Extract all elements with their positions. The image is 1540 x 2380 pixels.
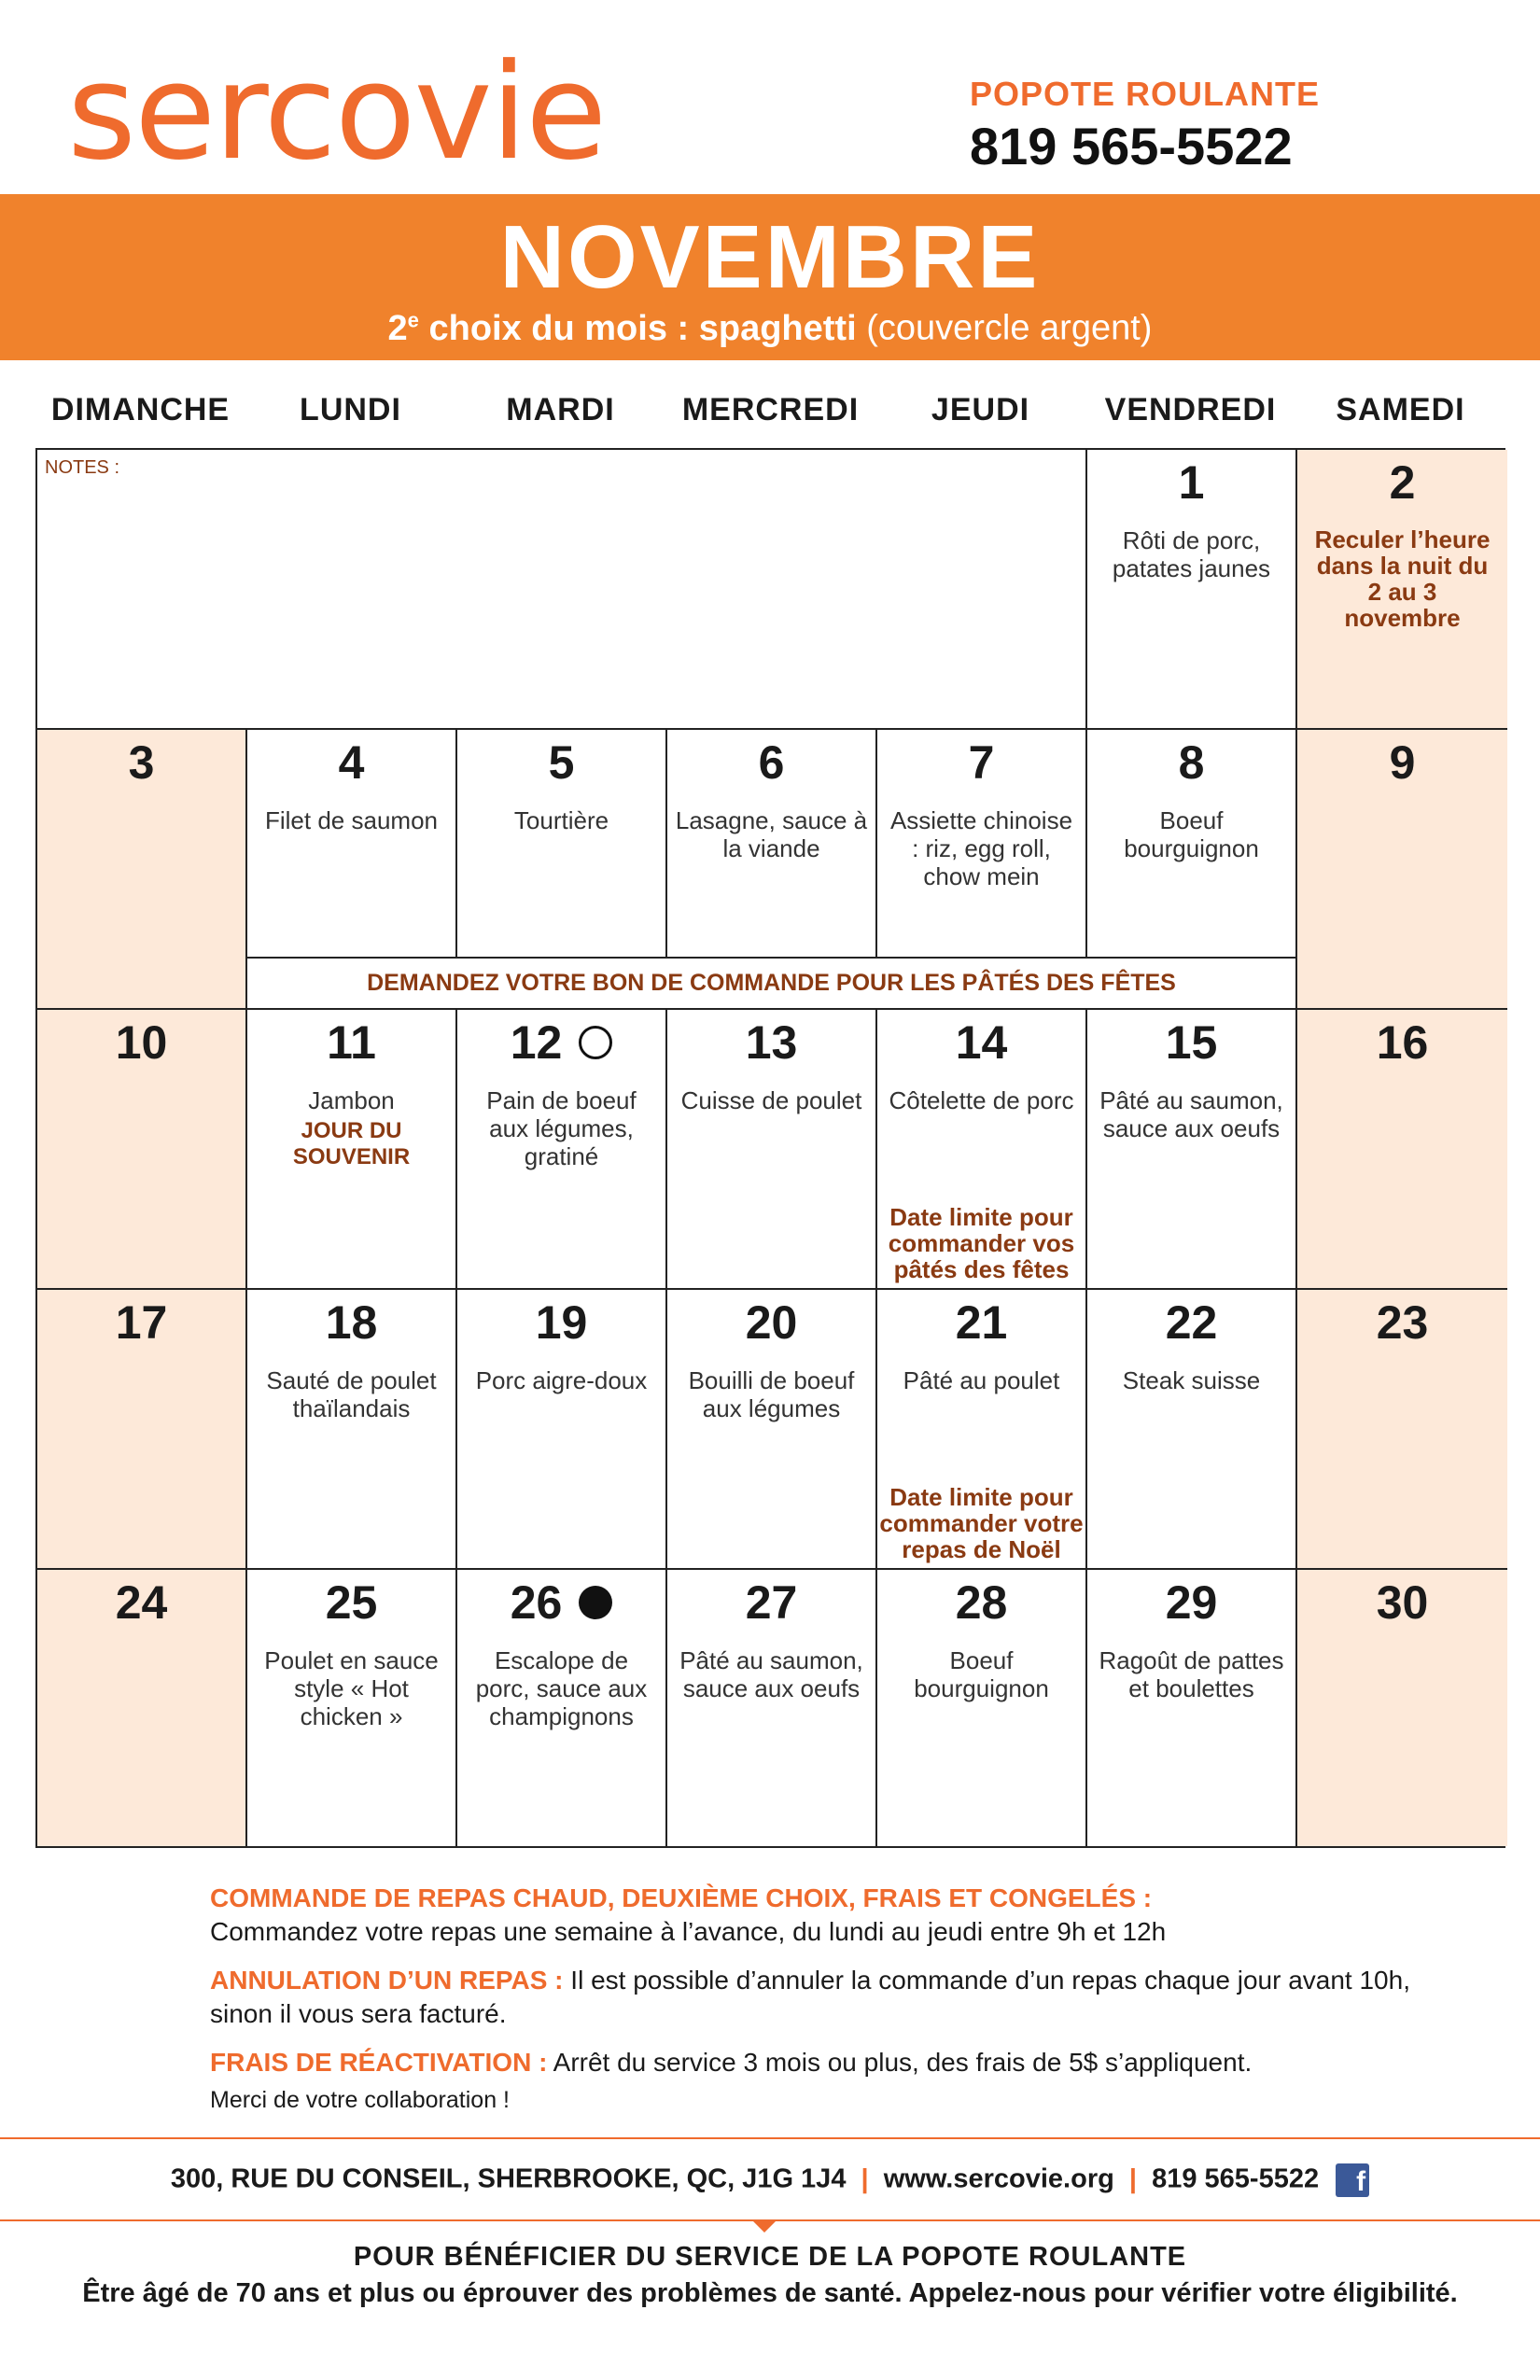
day-number: 21 (955, 1296, 1008, 1349)
day-number-text: 12 (510, 1016, 563, 1069)
day-number: 24 (115, 1576, 168, 1629)
meal-text: Escalope de porc, sauce aux champignons (475, 1646, 648, 1730)
day-number: 7 (968, 736, 995, 789)
day-number: 22 (1165, 1296, 1218, 1349)
day-cell (37, 1010, 247, 1290)
separator: | (1128, 2163, 1138, 2194)
reactivation-info (210, 2046, 1423, 2079)
reactivation-title: FRAIS DE RÉACTIVATION : (210, 2048, 548, 2077)
meal-text: Boeuf bourguignon (1124, 806, 1259, 862)
day-number: 13 (745, 1016, 798, 1069)
day-cell (1297, 450, 1507, 730)
meal-text: Lasagne, sauce à la viande (675, 806, 868, 862)
day-cell (1297, 730, 1507, 1010)
pointer-icon (753, 2221, 776, 2233)
day-cell (1297, 1010, 1507, 1290)
weekday-header (35, 392, 1505, 428)
day-number: 27 (745, 1576, 798, 1629)
second-choice-sup: e (407, 308, 419, 331)
day-number: 6 (758, 736, 785, 789)
day-cell (457, 1010, 667, 1290)
holiday-order-text: DEMANDEZ VOTRE BON DE COMMANDE POUR LES PÂTÉS DES FÊTES (367, 970, 1176, 996)
day-number: 23 (1376, 1296, 1429, 1349)
day-cell (1087, 1010, 1297, 1290)
eligibility-text: Être âgé de 70 ans et plus ou éprouver des problèmes de santé. Appelez-nous pour vérifier votre éligibilité. (82, 2278, 1458, 2308)
new-moon-icon (579, 1026, 612, 1059)
meal-text: Steak suisse (1122, 1366, 1261, 1394)
day-number: 10 (115, 1016, 168, 1069)
logo-text: sercovie (67, 35, 606, 189)
day-number: 5 (548, 736, 575, 789)
meal-text: Pâté au poulet (903, 1366, 1060, 1394)
cancel-text: Il est possible d’annuler la commande d’un repas chaque jour avant 10h, sinon il vous sera facturé. (210, 1966, 1410, 2028)
notes-cell (37, 450, 1087, 730)
meal-text: Boeuf bourguignon (914, 1646, 1049, 1702)
full-moon-icon (579, 1586, 612, 1619)
day-cell (877, 1290, 1087, 1570)
day-number: 14 (955, 1016, 1008, 1069)
day-number: 17 (115, 1296, 168, 1349)
day-cell (667, 1290, 877, 1570)
day-number: 11 (327, 1016, 376, 1069)
day-number: 8 (1178, 736, 1205, 789)
meal-text: Filet de saumon (265, 806, 438, 834)
day-number (457, 1016, 665, 1069)
day-number: 2 (1389, 456, 1416, 509)
day-cell (247, 1290, 457, 1570)
address: 300, RUE DU CONSEIL, SHERBROOKE, QC, J1G 1J4 (170, 2163, 847, 2194)
day-cell (37, 1570, 247, 1846)
day-number: 29 (1165, 1576, 1218, 1629)
meal-text: Poulet en sauce style « Hot chicken » (264, 1646, 439, 1730)
day-cell (1087, 1290, 1297, 1570)
second-choice-ordinal: 2 (387, 308, 408, 348)
day-number: 4 (338, 736, 365, 789)
day-number: 3 (128, 736, 155, 789)
meal-text: Côtelette de porc (889, 1086, 1074, 1114)
weekday-friday: VENDREDI (1104, 392, 1277, 427)
day-number: 16 (1376, 1016, 1429, 1069)
cancel-title: ANNULATION D’UN REPAS : (210, 1966, 564, 1995)
day-cell (247, 1010, 457, 1290)
day-cell (667, 1570, 877, 1846)
day-cell (667, 1010, 877, 1290)
day-number: 25 (325, 1576, 378, 1629)
weekday-monday: LUNDI (300, 392, 401, 427)
meal-text: Assiette chinoise : riz, egg roll, chow mein (889, 806, 1073, 890)
order-title: COMMANDE DE REPAS CHAUD, DEUXIÈME CHOIX, FRAIS ET CONGELÉS : (210, 1883, 1153, 1912)
meal-text: Bouilli de boeuf aux légumes (688, 1366, 855, 1422)
month-title: NOVEMBRE (499, 207, 1041, 307)
day-cell (877, 1010, 1087, 1290)
meal-text: Tourtière (513, 806, 609, 834)
holiday-order-banner (247, 959, 1297, 1010)
meal-text: Porc aigre-doux (475, 1366, 648, 1394)
day-number: 19 (535, 1296, 588, 1349)
meal-text: Pâté au saumon, sauce aux oeufs (1099, 1086, 1283, 1142)
day-cell (457, 1570, 667, 1846)
day-cell (247, 730, 457, 959)
notes-label: NOTES : (45, 457, 120, 478)
service-contact (970, 75, 1320, 176)
day-cell (1087, 730, 1297, 959)
page-header (0, 0, 1540, 194)
day-number: 15 (1165, 1016, 1218, 1069)
day-cell (1087, 1570, 1297, 1846)
meal-text: Cuisse de poulet (680, 1086, 862, 1114)
day-number: 20 (745, 1296, 798, 1349)
weekday-saturday: SAMEDI (1336, 392, 1465, 427)
ordering-info (210, 1882, 1423, 2132)
month-banner (0, 194, 1540, 360)
day-number: 18 (325, 1296, 378, 1349)
weekday-tuesday: MARDI (506, 392, 615, 427)
day-number: 30 (1376, 1576, 1429, 1629)
day-cell (1297, 1570, 1507, 1846)
order-text: Commandez votre repas une semaine à l’avance, du lundi au jeudi entre 9h et 12h (210, 1917, 1167, 1946)
facebook-icon[interactable]: f (1336, 2163, 1369, 2197)
second-choice-bold: choix du mois : spaghetti (418, 308, 857, 348)
day-note: Date limite pour commander vos pâtés des fêtes (888, 1203, 1075, 1283)
day-number-text: 26 (510, 1576, 563, 1629)
day-cell (247, 1570, 457, 1846)
day-number: 9 (1389, 736, 1416, 789)
weekday-wednesday: MERCREDI (681, 392, 860, 427)
second-choice-line (0, 308, 1540, 349)
contact-line (0, 2163, 1540, 2197)
weekday-thursday: JEUDI (931, 392, 1030, 427)
day-note: Reculer l’heure dans la nuit du 2 au 3 novembre (1314, 525, 1491, 632)
second-choice-rest: (couvercle argent) (856, 308, 1153, 348)
day-cell (1297, 1290, 1507, 1570)
service-phone[interactable]: 819 565-5522 (969, 117, 1293, 175)
day-cell (37, 1290, 247, 1570)
weekday-sunday: DIMANCHE (50, 392, 231, 427)
order-info (210, 1882, 1423, 1949)
day-note: JOUR DU SOUVENIR (292, 1118, 411, 1169)
contact-phone[interactable]: 819 565-5522 (1152, 2163, 1320, 2194)
website-link[interactable]: www.sercovie.org (883, 2163, 1114, 2194)
meal-text: Sauté de poulet thaïlandais (266, 1366, 437, 1422)
day-number (457, 1576, 665, 1629)
calendar-grid (35, 448, 1505, 1848)
eligibility-section (0, 2242, 1540, 2309)
day-cell (877, 1570, 1087, 1846)
day-cell (877, 730, 1087, 959)
meal-text: Rôti de porc, patates jaunes (1112, 526, 1271, 582)
day-cell (1087, 450, 1297, 730)
thanks-text: Merci de votre collaboration ! (210, 2087, 510, 2113)
sercovie-logo[interactable] (67, 35, 606, 189)
meal-text: Pain de boeuf aux légumes, gratiné (486, 1086, 637, 1170)
meal-text: Ragoût de pattes et boulettes (1099, 1646, 1284, 1702)
cancel-info (210, 1964, 1423, 2031)
meal-text: Jambon (308, 1086, 395, 1114)
separator: | (861, 2163, 869, 2194)
reactivation-text: Arrêt du service 3 mois ou plus, des frais de 5$ s’appliquent. (547, 2048, 1253, 2077)
meal-text: Pâté au saumon, sauce aux oeufs (679, 1646, 863, 1702)
day-number: 1 (1178, 456, 1205, 509)
service-label: POPOTE ROULANTE (969, 75, 1320, 113)
day-note: Date limite pour commander votre repas de Noël (879, 1483, 1084, 1563)
day-number: 28 (955, 1576, 1008, 1629)
day-cell (37, 730, 247, 1010)
divider (0, 2137, 1540, 2139)
day-cell (457, 1290, 667, 1570)
day-cell (667, 730, 877, 959)
day-cell (457, 730, 667, 959)
eligibility-title: POUR BÉNÉFICIER DU SERVICE DE LA POPOTE ROULANTE (353, 2242, 1187, 2272)
